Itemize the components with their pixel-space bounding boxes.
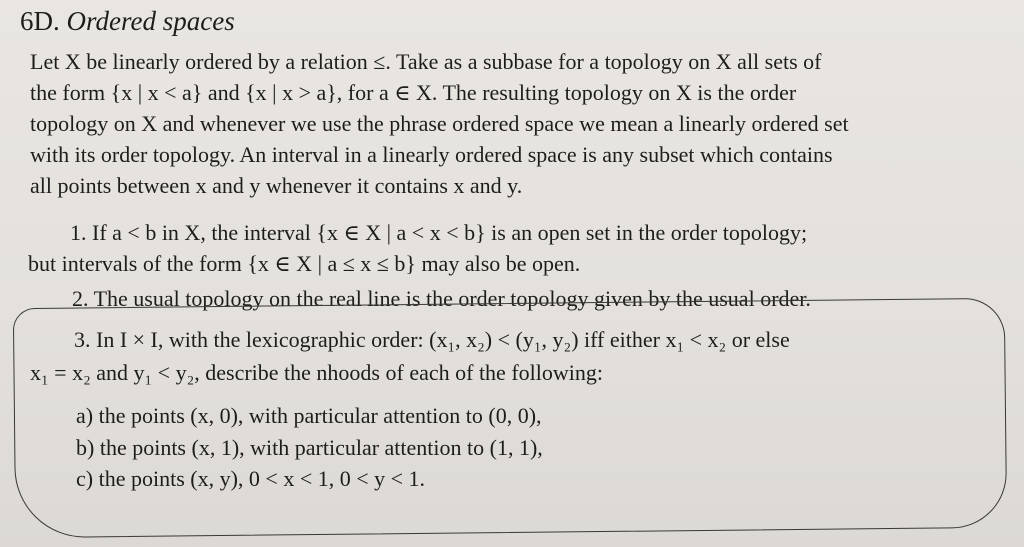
paragraph-line-3: topology on X and whenever we use the phrase ordered space we mean a linearly ordered set <box>30 111 849 136</box>
section-title: Ordered spaces <box>66 6 235 36</box>
item-3b: b) the points (x, 1), with particular attention to (1, 1), <box>76 435 543 460</box>
paragraph-line-4: with its order topology. An interval in a linearly ordered space is any subset which contains <box>30 142 833 167</box>
item-2: 2. The usual topology on the real line is the order topology given by the usual order. <box>72 286 811 311</box>
item-3c: c) the points (x, y), 0 < x < 1, 0 < y < 1. <box>76 466 426 491</box>
paragraph-line-2: the form {x | x < a} and {x | x > a}, for a ∈ X. The resulting topology on X is the order <box>30 80 797 105</box>
item-3-line-2: x₁ = x₂ and y₁ < y₂, describe the nhoods of each of the following: <box>30 360 603 385</box>
paragraph-line-1: Let X be linearly ordered by a relation ≤. Take as a subbase for a topology on X all sets of <box>30 49 822 74</box>
paragraph-line-5: all points between x and y whenever it contains x and y. <box>30 173 523 198</box>
item-3-line-1: 3. In I × I, with the lexicographic order: (x₁, x₂) < (y₁, y₂) iff either x₁ < x₂ or else <box>74 327 790 352</box>
item-1-line-2: but intervals of the form {x ∈ X | a ≤ x ≤ b} may also be open. <box>28 251 581 276</box>
item-3a: a) the points (x, 0), with particular attention to (0, 0), <box>76 403 542 428</box>
section-heading <box>20 6 235 37</box>
section-number: 6D. <box>20 6 60 36</box>
item-1-line-1: 1. If a < b in X, the interval {x ∈ X | a < x < b} is an open set in the order topology; <box>70 220 808 245</box>
